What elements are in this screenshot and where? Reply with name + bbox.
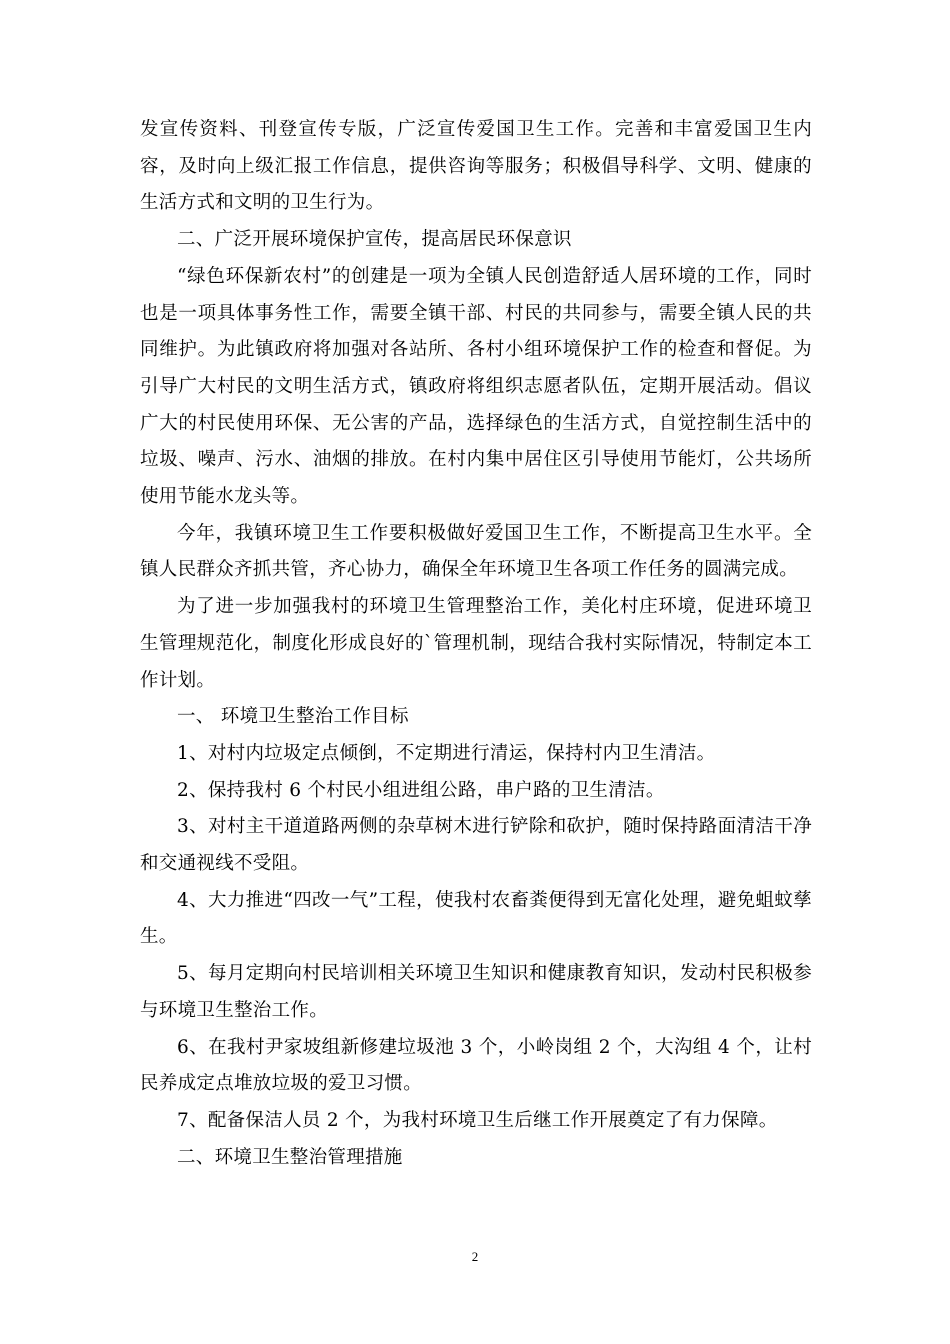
goal-item-6: 6、在我村尹家坡组新修建垃圾池 3 个，小岭岗组 2 个，大沟组 4 个，让村民养成定点堆放垃圾的爱卫习惯。 xyxy=(140,1036,812,1095)
paragraph-green-village: “绿色环保新农村”的创建是一项为全镇人民创造舒适人居环境的工作，同时也是一项具体事务性工作，需要全镇干部、村民的共同参与，需要全镇人民的共同维护。为此镇政府将加强对各站所、各村小组环境保护工作的检查和督促。为引导广大村民的文明生活方式，镇政府将组织志愿者队伍，定期开展活动。倡议广大的村民使用环保、无公害的产品，选择绿色的生活方式，自觉控制生活中的垃圾、噪声、污水、油烟的排放。在村内集中居住区引导使用节能灯，公共场所使用节能水龙头等。 xyxy=(140,265,812,508)
goal-item-5: 5、每月定期向村民培训相关环境卫生知识和健康教育知识，发动村民积极参与环境卫生整治工作。 xyxy=(140,963,812,1021)
goal-item-1: 1、对村内垃圾定点倾倒，不定期进行清运，保持村内卫生清洁。 xyxy=(177,742,716,764)
goal-item-3: 3、对村主干道道路两侧的杂草树木进行铲除和砍护，随时保持路面清洁干净和交通视线不受阻。 xyxy=(140,816,812,875)
paragraph-this-year: 今年，我镇环境卫生工作要积极做好爱国卫生工作，不断提高卫生水平。全镇人民群众齐抓共管，齐心协力，确保全年环境卫生各项工作任务的圆满完成。 xyxy=(140,522,812,581)
paragraph-continuation: 发宣传资料、刊登宣传专版，广泛宣传爱国卫生工作。完善和丰富爱国卫生内容，及时向上级汇报工作信息，提供咨询等服务；积极倡导科学、文明、健康的生活方式和文明的卫生行为。 xyxy=(140,119,812,214)
goal-item-7: 7、配备保洁人员 2 个，为我村环境卫生后继工作开展奠定了有力保障。 xyxy=(177,1109,778,1131)
goal-item-4: 4、大力推进“四改一气”工程，使我村农畜粪便得到无富化处理，避免蛆蚊孳生。 xyxy=(140,889,812,948)
section-heading-goals: 一、 环境卫生整治工作目标 xyxy=(177,706,409,728)
section-heading-2: 二、广泛开展环境保护宣传，提高居民环保意识 xyxy=(177,229,572,251)
goal-item-2: 2、保持我村 6 个村民小组进组公路，串户路的卫生清洁。 xyxy=(177,779,665,801)
page-number: 2 xyxy=(471,1249,479,1264)
document-body xyxy=(140,112,812,1176)
paragraph-plan-intro: 为了进一步加强我村的环境卫生管理整治工作，美化村庄环境，促进环境卫生管理规范化，制度化形成良好的`管理机制，现结合我村实际情况，特制定本工作计划。 xyxy=(140,596,812,691)
section-heading-measures: 二、环境卫生整治管理措施 xyxy=(177,1146,403,1168)
